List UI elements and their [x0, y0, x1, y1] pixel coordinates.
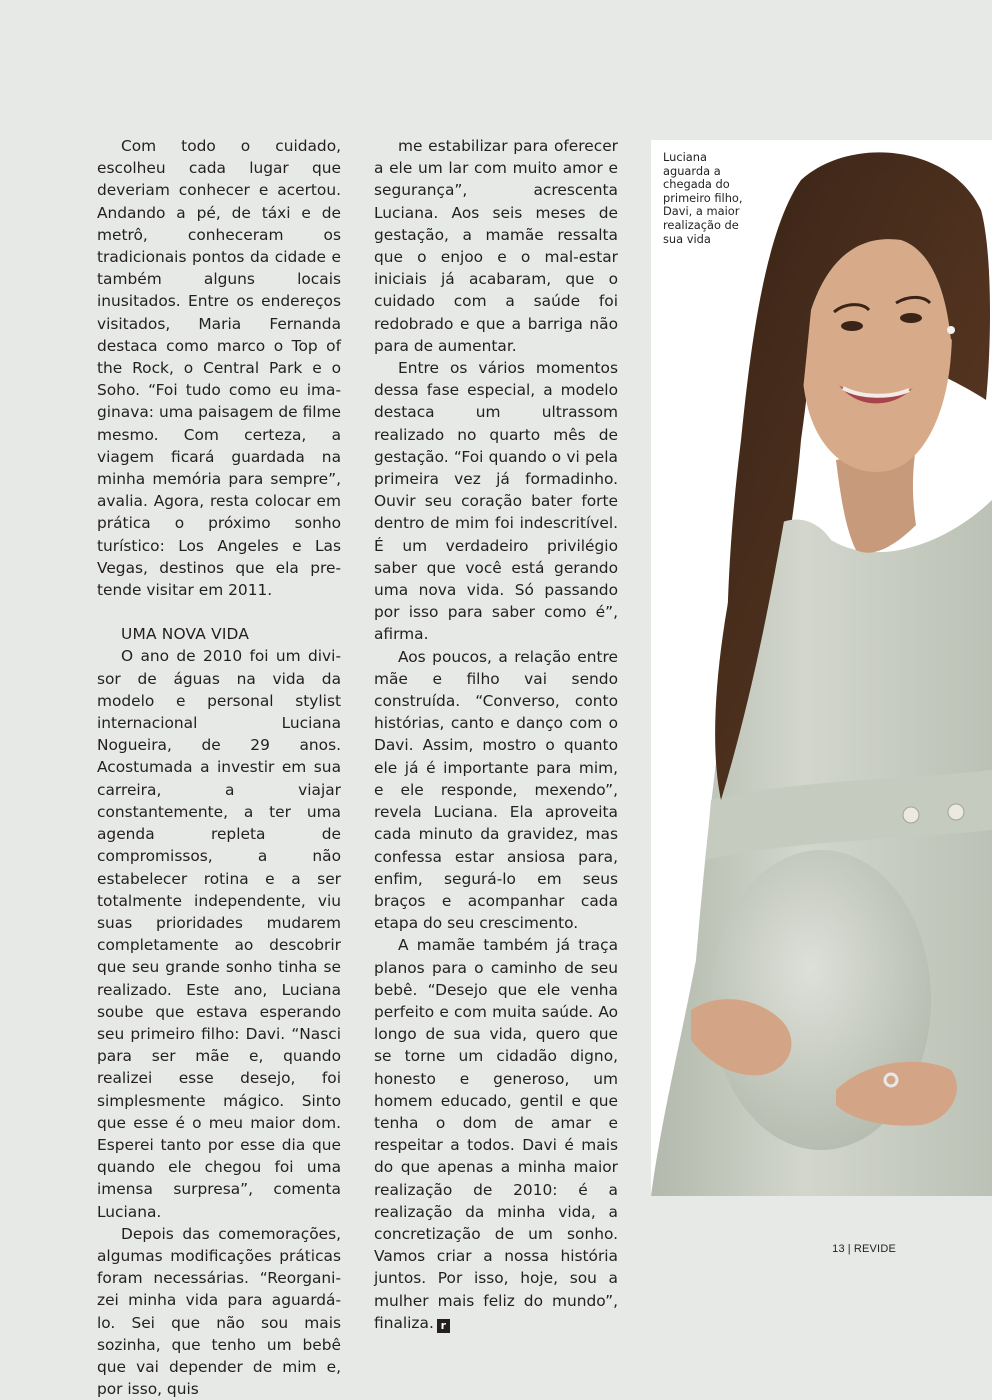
- page-folio: [832, 1243, 896, 1255]
- paragraph: Depois das comemorações, algumas modificações práticas foram necessárias. “Reorganizei minha vida para aguardá-lo. Sei que não sou mais sozinha, que tenho um bebê que vai depender de mim e, por isso, quis: [97, 1224, 341, 1399]
- pregnant-woman-photo: [651, 140, 992, 1196]
- paragraph: Entre os vários momentos dessa fase especial, a modelo destaca um ultrassom realizado no quarto mês de gestação. “Foi quando o vi pela primeira vez já formadinho. Ouvir seu coração bater forte dentro de mim foi indescritível. É um verdadeiro privilégio saber que você está gerando uma nova vida. Só passando por isso para saber como é”, afirma.: [374, 359, 618, 644]
- end-of-article-mark: r: [437, 1319, 450, 1333]
- page-number: 13: [832, 1243, 845, 1255]
- paragraph-text: A mamãe também já traça planos para o caminho de seu bebê. “Desejo que ele venha perfeito e com muita saúde. Ao longo de sua vida, quero que se torne um cidadão digno, honesto e generoso, um homem educado, gentil e que tenha o dom de amar e respeitar a todos. Davi é mais do que apenas a minha maior realização de 2010: é a realização da minha vida, a concretização de um sonho. Vamos criar a nossa história juntos. Por isso, hoje, sou a mulher mais feliz do mundo”, finaliza.: [374, 936, 618, 1332]
- right-eye: [900, 313, 922, 323]
- text-column-2: [374, 135, 618, 1334]
- left-eye: [841, 321, 863, 331]
- section-title: UMA NOVA VIDA: [121, 625, 250, 644]
- text-column-1: [97, 135, 341, 1400]
- paragraph-gap: [97, 601, 341, 623]
- photo-illustration: [651, 140, 992, 1196]
- button-2: [948, 804, 964, 820]
- paragraph: Com todo o cuidado, escolheu cada lugar que deveriam conhecer e acertou. Andando a pé, de táxi e de metrô, conheceram os tradicionais pontos da cidade e também alguns locais inusitados. Entre os endereços visitados, Maria Fernanda destaca como marco o Top of the Rock, o Central Park e o Soho. “Foi tudo como eu imaginava: uma paisagem de filme mesmo. Com certeza, a viagem ficará guardada na minha memória para sempre”, avalia. Agora, resta colocar em prática o próximo sonho turístico: Los Angeles e Las Vegas, destinos que ela pretende visitar em 2011.: [97, 137, 341, 600]
- paragraph: O ano de 2010 foi um divisor de águas na vida da modelo e personal stylist internacional Luciana Nogueira, de 29 anos. Acostumada a investir em sua carreira, a viajar constantemente, a ter uma agenda repleta de compromissos, a não estabelecer rotina e a ser totalmente independente, viu suas prioridades mudarem completamente ao descobrir que seu grande sonho tinha se realizado. Este ano, Luciana soube que estava esperando seu primeiro filho: Davi. “Nasci para ser mãe e, quando realizei esse desejo, foi simplesmente mágico. Sinto que esse é o meu maior dom. Esperei tanto por esse dia que quando ele chegou foi uma imensa surpresa”, comenta Luciana.: [97, 647, 341, 1221]
- folio-separator: |: [847, 1243, 851, 1255]
- earring: [947, 326, 955, 334]
- magazine-name: REVIDE: [853, 1243, 896, 1255]
- paragraph: Aos poucos, a relação entre mãe e filho vai sendo construída. “Converso, conto histórias, canto e danço com o Davi. Assim, mostro o quanto ele já é importante para mim, e ele responde, mexendo”, revela Luciana. Ela aproveita cada minuto da gravidez, mas confessa estar ansiosa para, enfim, segurá-lo em seus braços e acompanhar cada etapa do seu crescimento.: [374, 647, 618, 933]
- paragraph: me estabilizar para oferecer a ele um lar com muito amor e segurança”, acrescenta Luciana. Aos seis meses de gestação, a mamãe ressalta que o enjoo e o mal-estar iniciais já acabaram, que o cuidado com a saúde foi redobrado e que a barriga não para de aumentar.: [374, 137, 618, 355]
- paragraph-final: [374, 934, 618, 1334]
- button-1: [903, 807, 919, 823]
- photo-caption: Luciana aguarda a chegada do primeiro filho, Davi, a maior realização de sua vida: [663, 150, 743, 246]
